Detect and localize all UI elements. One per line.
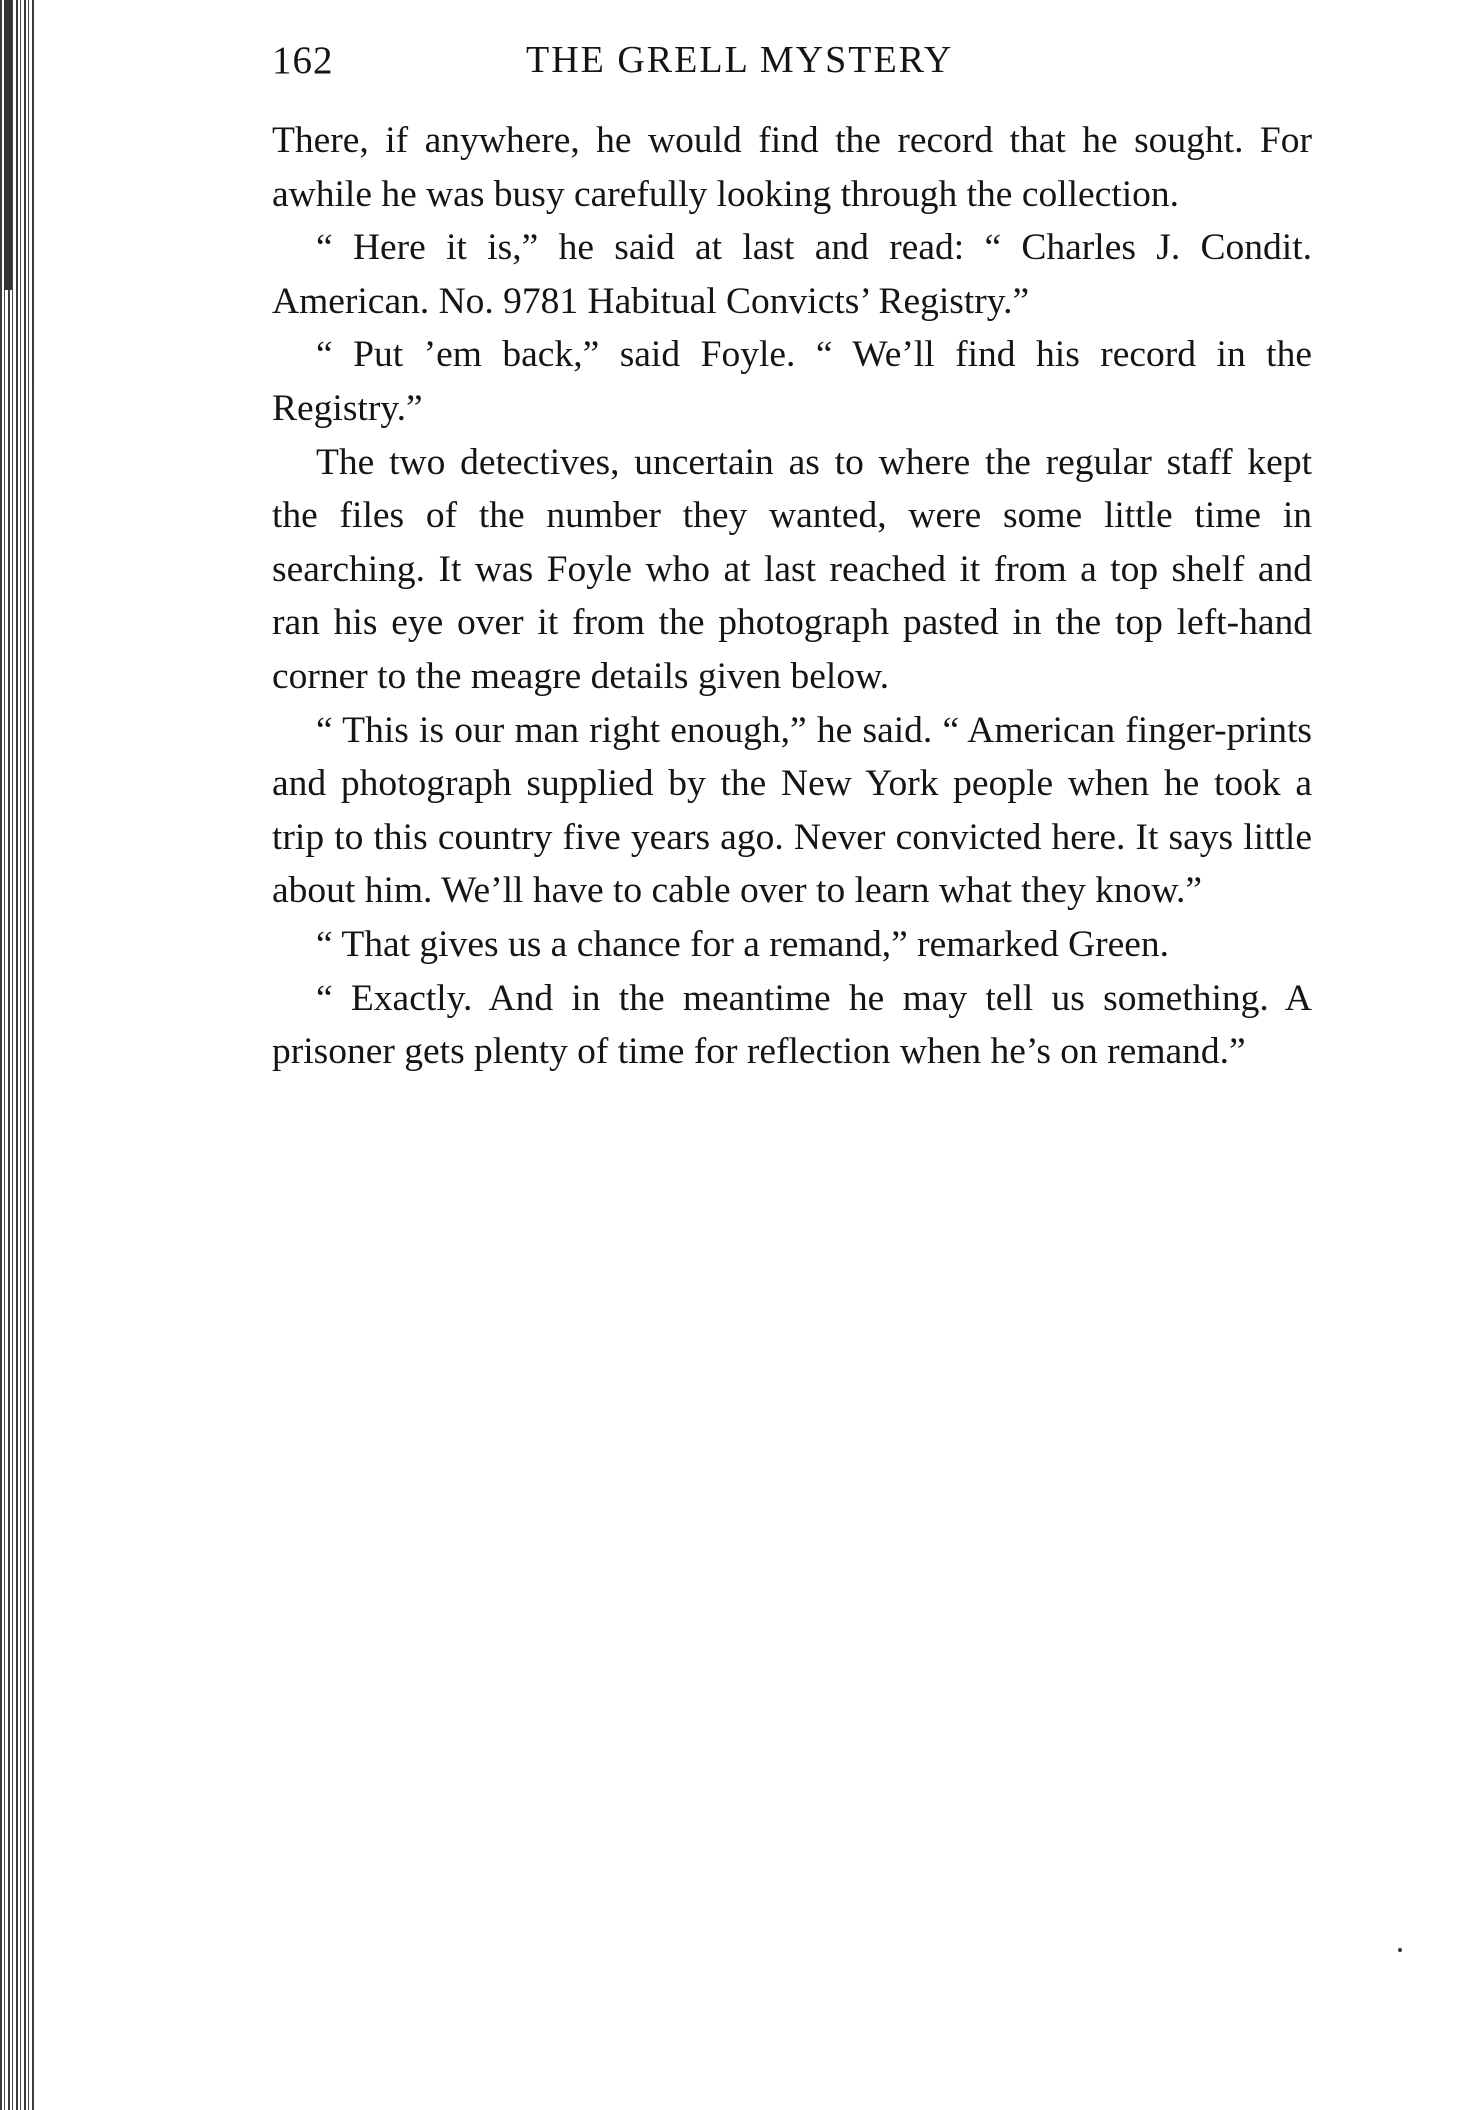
paragraph: “ Here it is,” he said at last and read: “ Charles J. Condit. American. No. 9781 Habitual Convicts’ Registry.” — [272, 227, 1312, 322]
paragraph: The two detectives, uncertain as to where the regular staff kept the files of the number they wanted, were some little time in searching. It was Foyle who at last reached it from a top shelf and ran his eye over it from the photograph pasted in the top left-hand corner to the meagre details given below. — [272, 441, 1312, 697]
page-number: 162 — [272, 39, 334, 82]
running-head — [272, 38, 1312, 98]
scan-speck — [1398, 1948, 1402, 1952]
body-text — [272, 114, 1312, 1079]
paragraph: “ Put ’em back,” said Foyle. “ We’ll find his record in the Registry.” — [272, 334, 1312, 429]
paragraph: There, if anywhere, he would find the record that he sought. For awhile he was busy carefully looking through the collection. — [272, 120, 1312, 215]
paragraph: “ Exactly. And in the meantime he may tell us something. A prisoner gets plenty of time for reflection when he’s on remand.” — [272, 977, 1312, 1073]
paragraph: “ That gives us a chance for a remand,” remarked Green. — [316, 923, 1170, 965]
binding-edge — [0, 0, 34, 2110]
running-title: THE GRELL MYSTERY — [526, 39, 954, 81]
paragraph: “ This is our man right enough,” he said. “ American finger-prints and photograph supplied by the New York people when he took a trip to this country five years ago. Never convicted here. It says little about him. We’ll have to cable over to learn what they know.” — [272, 709, 1312, 912]
